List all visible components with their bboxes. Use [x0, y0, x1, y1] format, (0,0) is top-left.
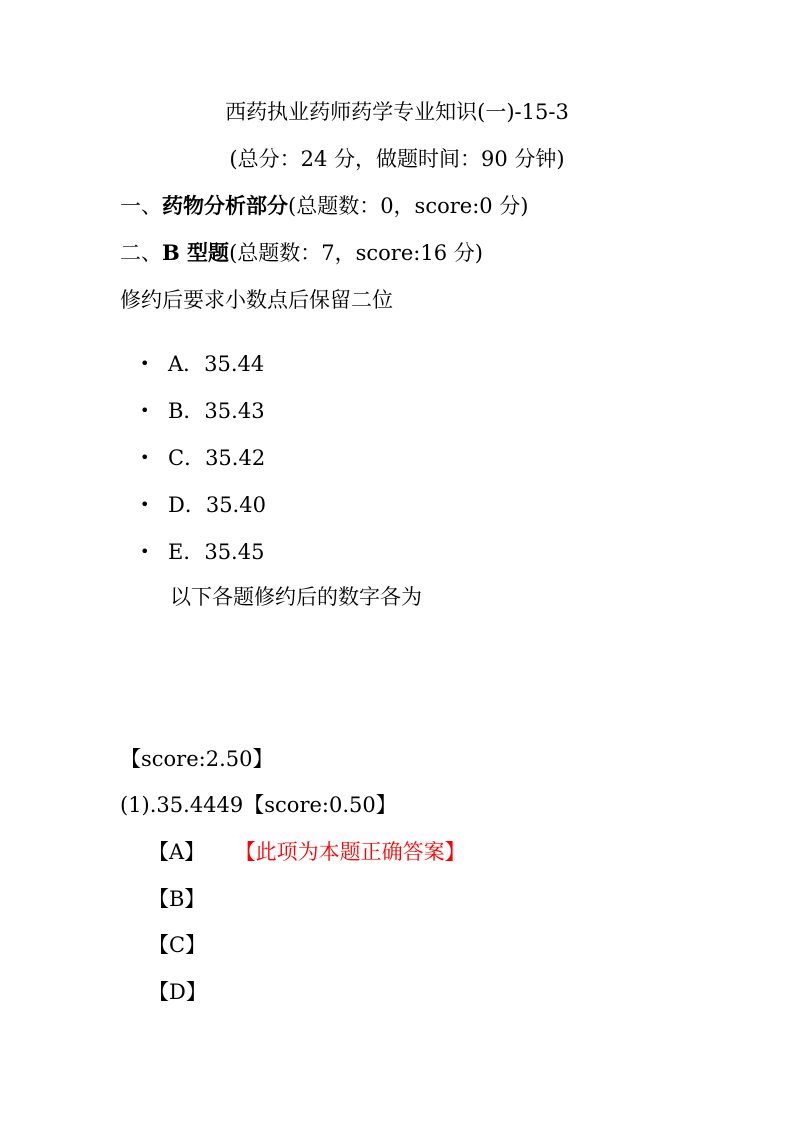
option-list [140, 348, 266, 583]
option-text: B．35.43 [168, 399, 265, 423]
option-text: C．35.42 [168, 446, 266, 470]
answer-option-a [148, 836, 466, 868]
option-item [140, 442, 266, 489]
bullet-icon: • [140, 401, 150, 420]
sub-question-score: 【score:0.50】 [243, 793, 397, 817]
option-text: E．35.45 [168, 540, 265, 564]
answer-label: 【B】 [148, 887, 206, 911]
sub-question [120, 789, 397, 821]
bullet-icon: • [140, 542, 150, 561]
option-text: D．35.40 [168, 493, 266, 517]
bullet-icon: • [140, 354, 150, 373]
correct-answer-note: 【此项为本题正确答案】 [245, 840, 466, 864]
section-title: B 型题 [162, 240, 230, 265]
document-subtitle: (总分：24 分，做题时间：90 分钟) [229, 147, 565, 171]
option-text: A．35.44 [168, 352, 265, 376]
answer-label: 【C】 [148, 933, 207, 957]
section-heading-1 [120, 190, 529, 222]
section-heading-2 [120, 237, 483, 269]
answer-option-d [148, 976, 207, 1008]
option-item [140, 348, 266, 395]
answer-option-b [148, 883, 205, 915]
section-meta: (总题数：0，score:0 分) [288, 194, 529, 218]
answer-option-c [148, 929, 206, 961]
option-item [140, 536, 266, 583]
question-stem: 以下各题修约后的数字各为 [170, 585, 422, 609]
option-item [140, 489, 266, 536]
section-prefix: 二、 [120, 241, 162, 265]
section-prefix: 一、 [120, 194, 162, 218]
bullet-icon: • [140, 448, 150, 467]
document-title: 西药执业药师药学专业知识(一)-15-3 [225, 100, 569, 124]
answer-label: 【D】 [148, 980, 207, 1004]
group-score: 【score:2.50】 [120, 747, 274, 771]
answer-label: 【A】 [148, 840, 206, 864]
question-instruction: 修约后要求小数点后保留二位 [120, 288, 393, 312]
option-item [140, 395, 266, 442]
section-meta: (总题数：7，score:16 分) [229, 241, 483, 265]
sub-question-text: (1).35.4449 [120, 793, 244, 817]
bullet-icon: • [140, 495, 150, 514]
section-title: 药物分析部分 [162, 193, 288, 218]
